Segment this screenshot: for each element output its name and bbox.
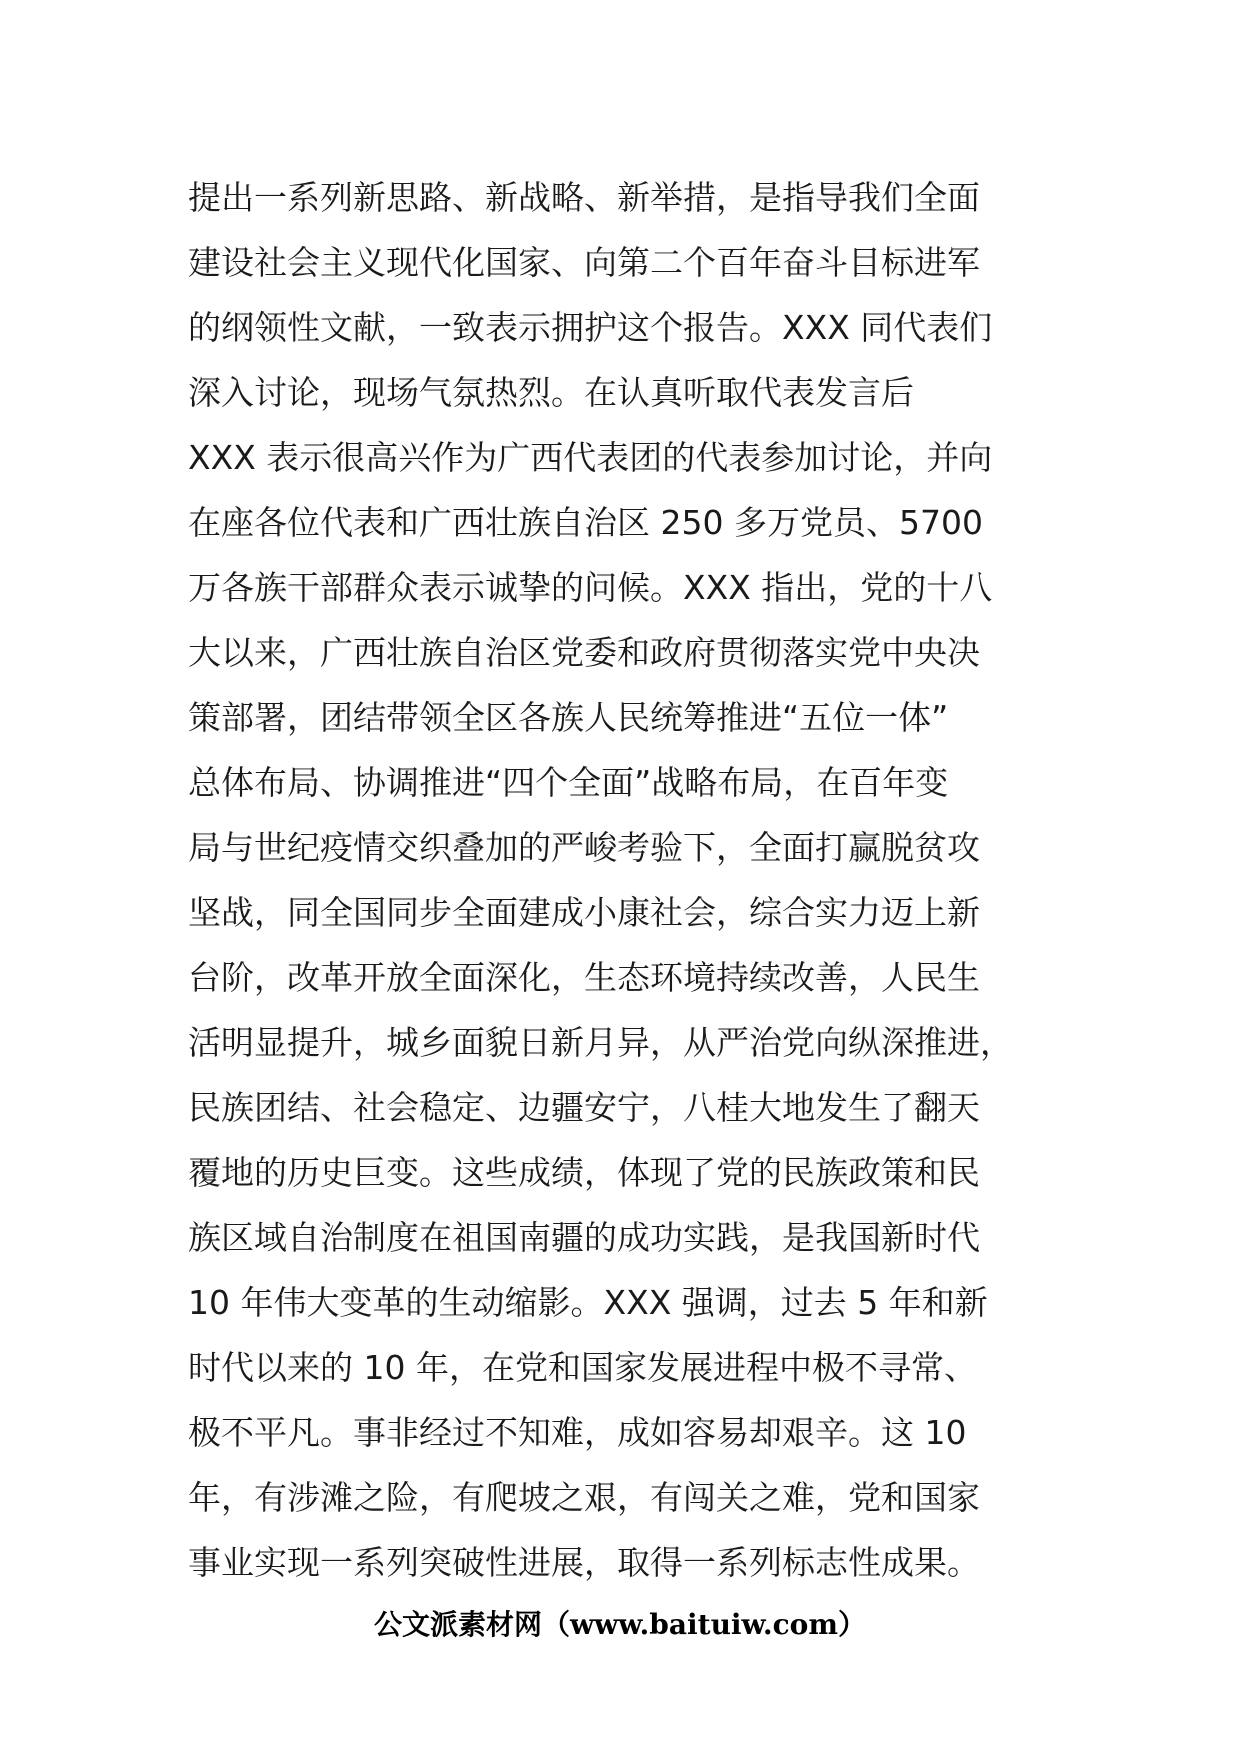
text-line: 年，有涉滩之险，有爬坡之艰，有闯关之难，党和国家 bbox=[188, 1478, 980, 1517]
text-line: 活明显提升，城乡面貌日新月异，从严治党向纵深推进， bbox=[188, 1023, 1013, 1062]
text-line: 局与世纪疫情交织叠加的严峻考验下，全面打赢脱贫攻 bbox=[188, 828, 980, 867]
text-line: 策部署，团结带领全区各族人民统筹推进“五位一体” bbox=[188, 698, 949, 737]
text-line: 极不平凡。事非经过不知难，成如容易却艰辛。这 10 bbox=[188, 1413, 967, 1452]
text-line: 10 年伟大变革的生动缩影。XXX 强调，过去 5 年和新 bbox=[188, 1283, 988, 1322]
text-line: 坚战，同全国同步全面建成小康社会，综合实力迈上新 bbox=[188, 893, 980, 932]
text-line: 建设社会主义现代化国家、向第二个百年奋斗目标进军 bbox=[188, 243, 980, 282]
text-line: 台阶，改革开放全面深化，生态环境持续改善，人民生 bbox=[188, 958, 980, 997]
text-line: 大以来，广西壮族自治区党委和政府贯彻落实党中央决 bbox=[188, 633, 980, 672]
text-line: 深入讨论，现场气氛热烈。在认真听取代表发言后 bbox=[188, 373, 914, 412]
text-line: 覆地的历史巨变。这些成绩，体现了党的民族政策和民 bbox=[188, 1153, 980, 1192]
text-line: 在座各位代表和广西壮族自治区 250 多万党员、5700 bbox=[188, 503, 983, 542]
text-line: 万各族干部群众表示诚挚的问候。XXX 指出，党的十八 bbox=[188, 568, 993, 607]
text-line: 民族团结、社会稳定、边疆安宁，八桂大地发生了翻天 bbox=[188, 1088, 980, 1127]
text-line: 族区域自治制度在祖国南疆的成功实践，是我国新时代 bbox=[188, 1218, 980, 1257]
text-line: 总体布局、协调推进“四个全面”战略布局，在百年变 bbox=[188, 763, 949, 802]
text-line: 事业实现一系列突破性进展，取得一系列标志性成果。 bbox=[188, 1543, 980, 1582]
text-line: 时代以来的 10 年，在党和国家发展进程中极不寻常、 bbox=[188, 1348, 977, 1387]
text-line: XXX 表示很高兴作为广西代表团的代表参加讨论，并向 bbox=[188, 438, 993, 477]
text-line: 的纲领性文献，一致表示拥护这个报告。XXX 同代表们 bbox=[188, 308, 993, 347]
text-line: 提出一系列新思路、新战略、新举措，是指导我们全面 bbox=[188, 178, 980, 217]
footer-source: 公文派素材网（www.baituiw.com） bbox=[374, 1608, 866, 1641]
body-paragraph bbox=[188, 165, 1088, 1595]
